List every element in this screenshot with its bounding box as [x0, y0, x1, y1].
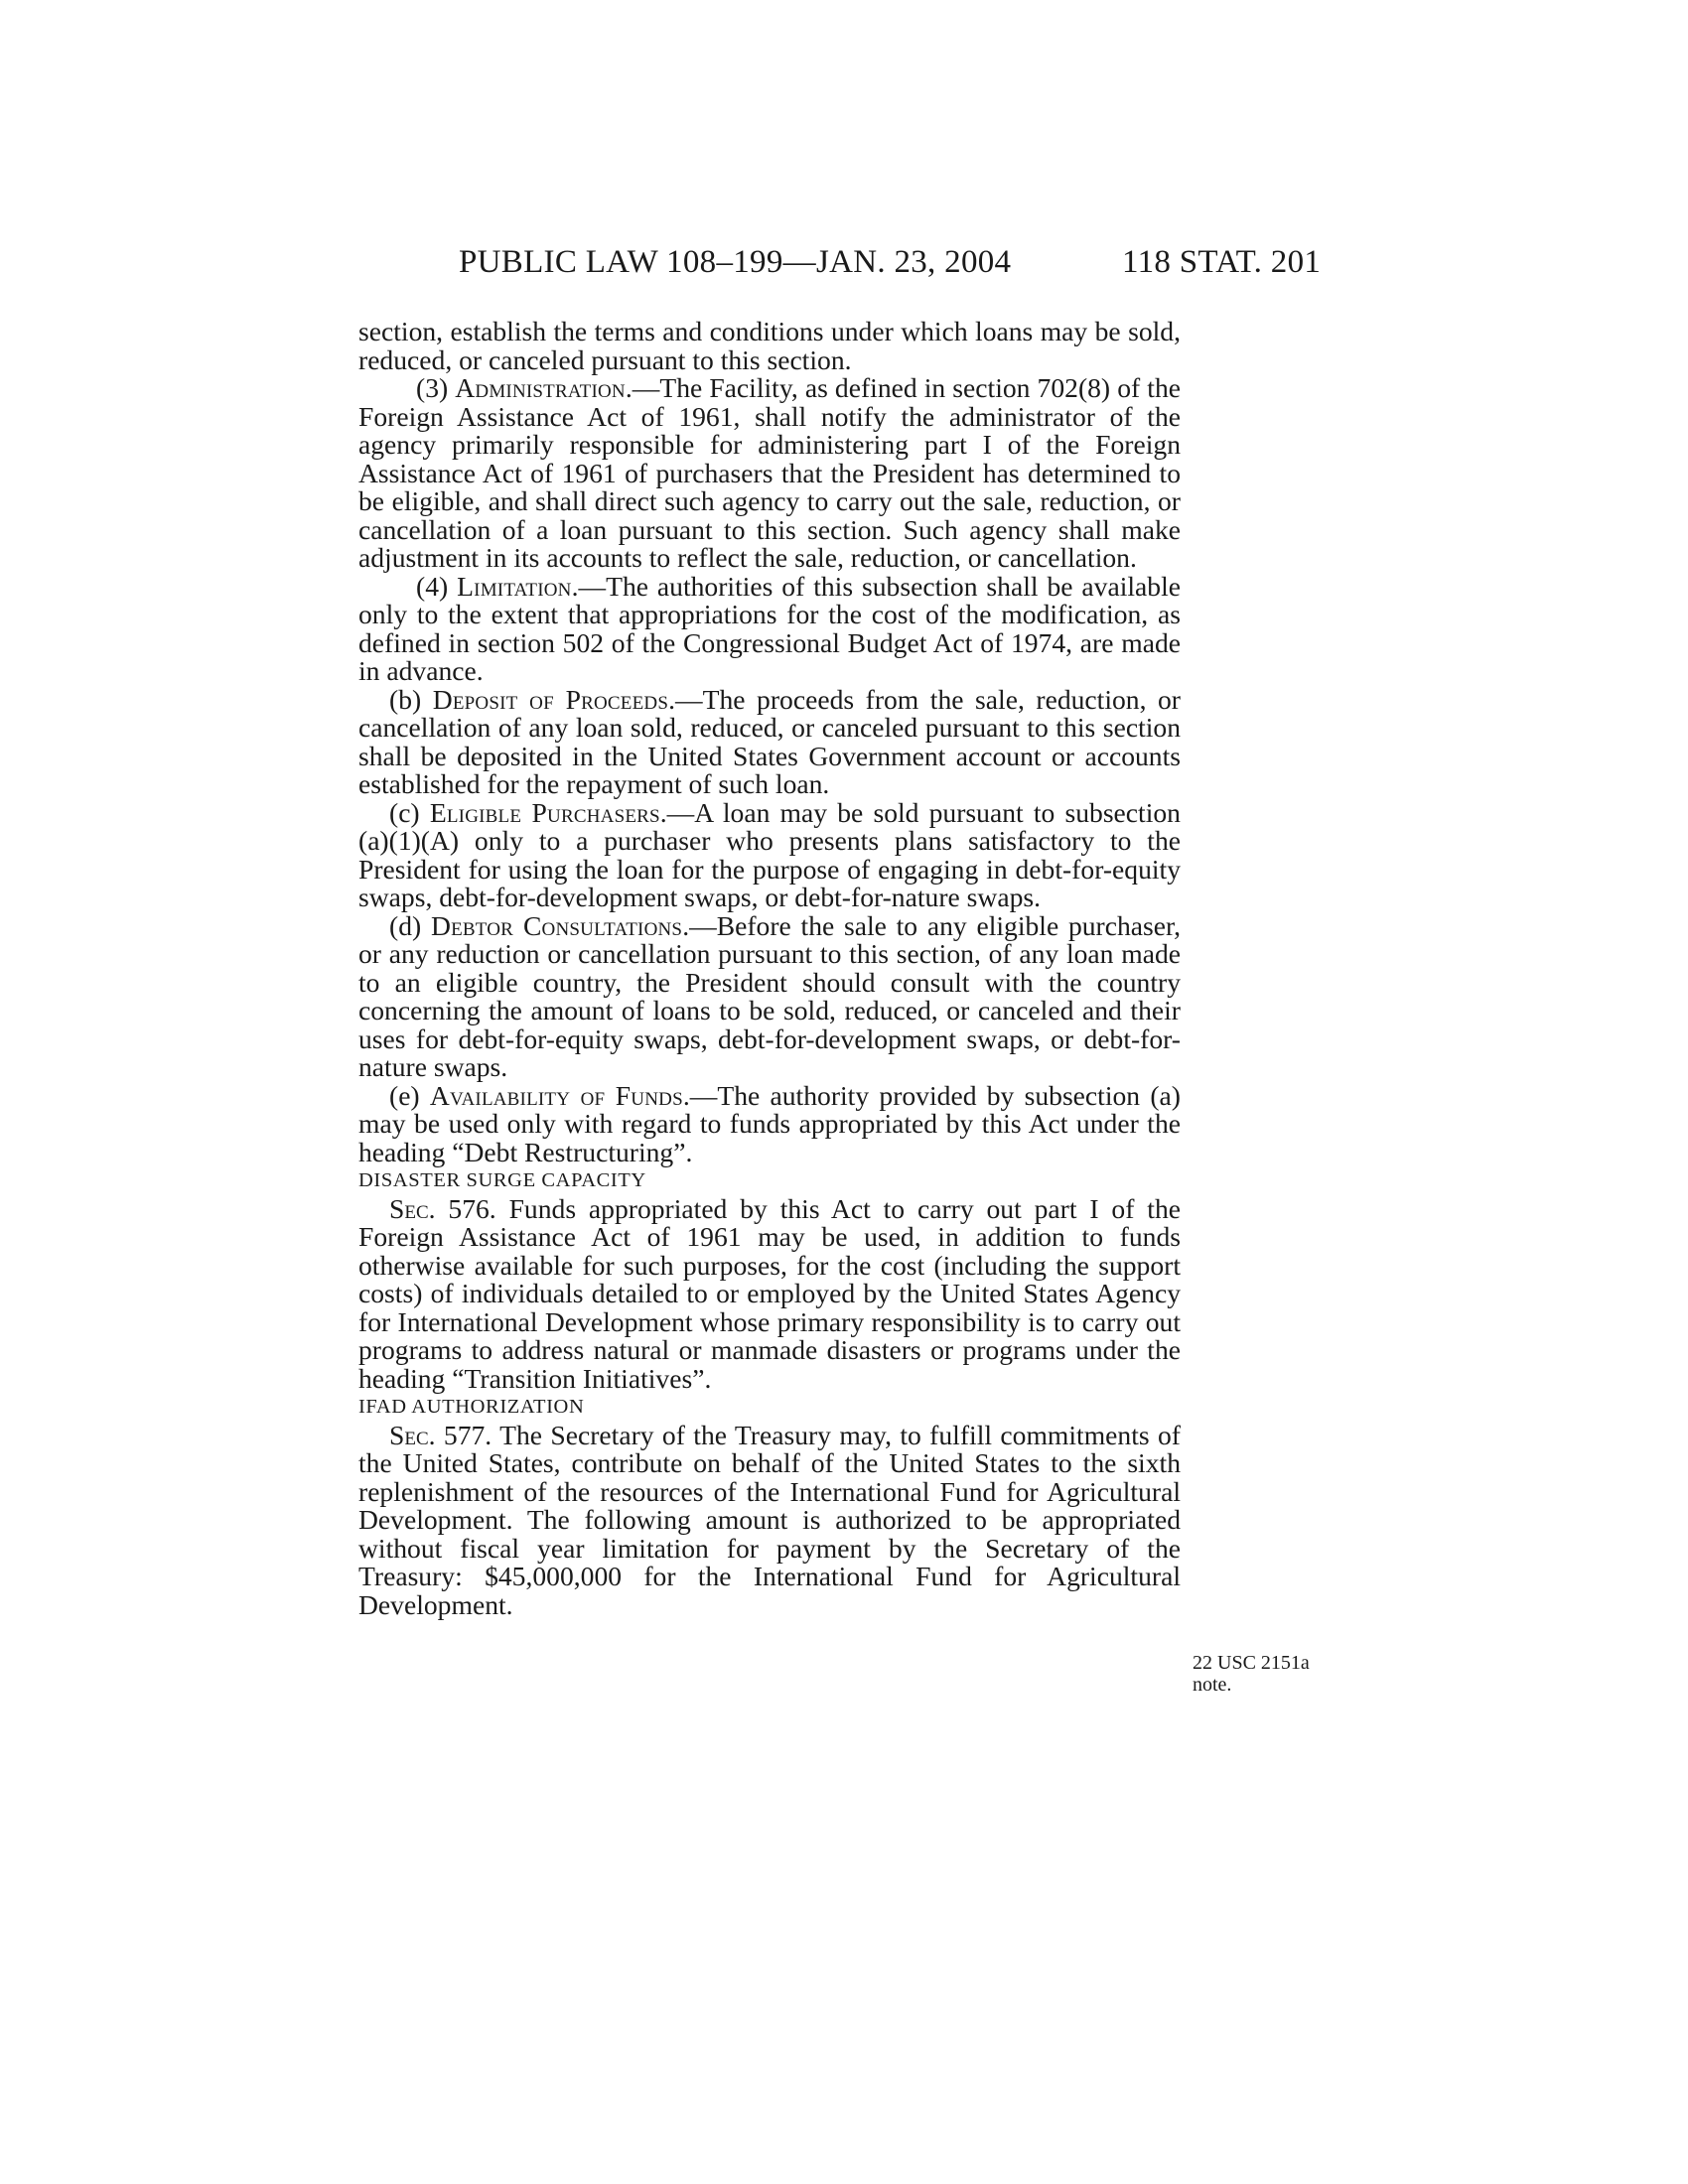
subsection-b	[358, 683, 1181, 799]
section-heading-ifad-authorization: IFAD AUTHORIZATION	[358, 1396, 585, 1418]
section-576	[358, 1192, 1182, 1394]
margin-note-line: 22 USC 2151a	[1193, 1652, 1310, 1674]
section-heading-disaster-surge-capacity: DISASTER SURGE CAPACITY	[358, 1169, 646, 1191]
paragraph-title: Administration	[455, 372, 626, 403]
subsection-e	[358, 1079, 1181, 1167]
subsection-title: Availability of Funds	[429, 1079, 683, 1111]
paragraph-text: The authorities of this subsection shall be available only to the extent that appropriations for the cost of the modification, as defined in section 502 of the Congressional Budget Act of 1974, are made in advance.	[358, 570, 1181, 686]
paragraph-title: Limitation	[457, 570, 572, 602]
subsection-title: Eligible Purchasers	[429, 796, 660, 828]
subsection-dash: .—	[659, 796, 695, 828]
margin-note-usc-citation	[1193, 1652, 1391, 1696]
subsection-d	[358, 909, 1182, 1082]
section-label: Sec	[389, 1192, 429, 1224]
subsection-letter: (b)	[389, 683, 433, 715]
paragraph-a3	[358, 374, 1181, 573]
section-number: . 577.	[428, 1419, 500, 1450]
subsection-dash: .—	[668, 683, 703, 715]
subsection-text: The proceeds from the sale, reduction, or cancellation of any loan sold, reduced, or canceled pursuant to this section shall be deposited in the United States Government account or accounts established for the repayment of such loan.	[358, 683, 1181, 799]
paragraph-dash: .—	[571, 570, 607, 602]
subsection-letter: (d)	[389, 909, 431, 941]
paragraph-text: The Facility, as defined in section 702(8) of the Foreign Assistance Act of 1961, shall notify the administrator of the agency primarily responsible for administering part I of the Foreign Assistance Act of 1961 of purchasers that the President has determined to be eligible, and shall direct such agency to carry out the sale, reduction, or cancellation of a loan pursuant to this section. Such agency shall make adjustment in its accounts to reflect the sale, reduction, or cancellation.	[358, 372, 1182, 573]
paragraph-number: (4)	[416, 570, 458, 602]
subsection-text: The authority provided by subsection (a) may be used only with regard to funds appropriated by this Act under the heading “Debt Restructuring”.	[358, 1079, 1181, 1167]
statute-page-reference: 118 STAT. 201	[1122, 244, 1322, 280]
subsection-text: A loan may be sold pursuant to subsection (a)(1)(A) only to a purchaser who presents plans satisfactory to the President for using the loan for the purpose of engaging in debt-for-equity swaps, debt-for-development swaps, or debt-for-nature swaps.	[358, 796, 1181, 912]
subsection-dash: .—	[682, 909, 717, 941]
section-577	[358, 1419, 1181, 1620]
page-header	[0, 244, 1688, 284]
body-text-column	[358, 318, 1181, 1619]
section-number: . 576.	[428, 1192, 509, 1224]
continuation-paragraph: section, establish the terms and conditions under which loans may be sold, reduced, or canceled pursuant to this section.	[358, 316, 1181, 375]
subsection-dash: .—	[682, 1079, 718, 1111]
subsection-c	[358, 796, 1181, 912]
paragraph-dash: .—	[625, 372, 660, 403]
subsection-title: Deposit of Proceeds	[432, 683, 669, 715]
subsection-letter: (e)	[389, 1079, 430, 1111]
paragraph-a4	[358, 570, 1181, 686]
subsection-letter: (c)	[389, 796, 430, 828]
paragraph-number: (3)	[416, 372, 456, 403]
section-label: Sec	[389, 1419, 429, 1450]
margin-note-line: note.	[1193, 1674, 1232, 1696]
subsection-text: Before the sale to any eligible purchaser, or any reduction or cancellation pursuant to this section, of any loan made to an eligible country, the President should consult with the country concerning the amount of loans to be sold, reduced, or canceled and their uses for debt-for-equity swaps, debt-for-development swaps, or debt-for-nature swaps.	[358, 909, 1182, 1082]
section-text: Funds appropriated by this Act to carry out part I of the Foreign Assistance Act of 1961 may be used, in addition to funds otherwise available for such purposes, for the cost (including the support costs) of individuals detailed to or employed by the United States Agency for International Development whose primary responsibility is to carry out programs to address natural or manmade disasters or programs under the heading “Transition Initiatives”.	[358, 1192, 1182, 1394]
subsection-title: Debtor Consultations	[430, 909, 683, 941]
section-text: The Secretary of the Treasury may, to fulfill commitments of the United States, contribute on behalf of the United States to the sixth replenishment of the resources of the International Fund for Agricultural Development. The following amount is authorized to be appropriated without fiscal year limitation for payment by the Secretary of the Treasury: $45,000,000 for the International Fund for Agricultural Development.	[358, 1419, 1181, 1620]
running-head: PUBLIC LAW 108–199—JAN. 23, 2004	[459, 244, 1012, 280]
